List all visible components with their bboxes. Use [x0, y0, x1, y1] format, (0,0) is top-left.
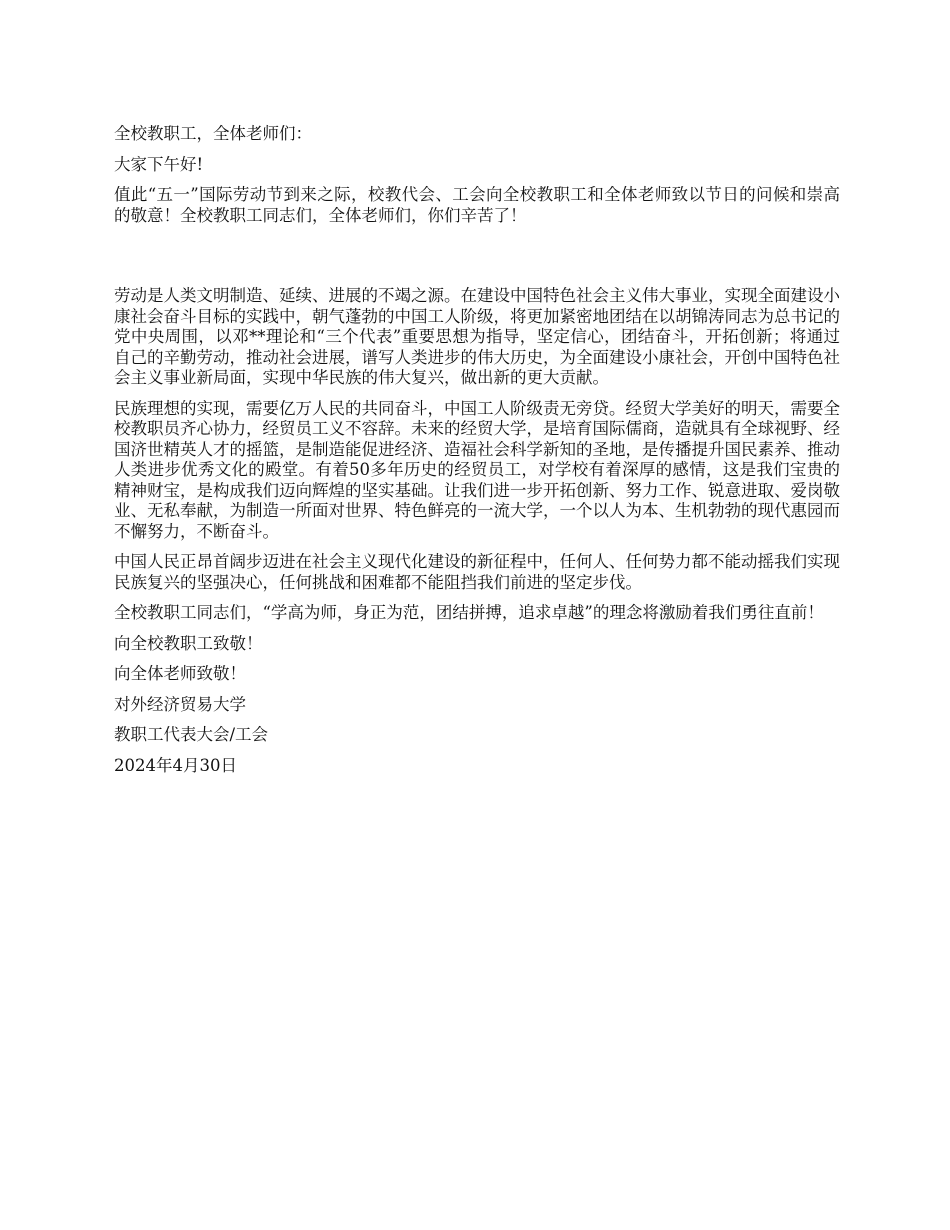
paragraph-gap: [114, 236, 840, 286]
body-paragraph: 民族理想的实现，需要亿万人民的共同奋斗，中国工人阶级责无旁贷。经贸大学美好的明天，需要全校教职员齐心协力，经贸员工义不容辞。未来的经贸大学，是培育国际儒商，造就具有全球视野、经国济世精英人才的摇篮，是制造能促进经济、造福社会科学新知的圣地，是传播提升国民素养、推动人类进步优秀文化的殿堂。有着50多年历史的经贸员工，对学校有着深厚的感情，这是我们宝贵的精神财宝，是构成我们迈向辉煌的坚实基础。让我们进一步开拓创新、努力工作、锐意进取、爱岗敬业、无私奉献，为制造一所面对世界、特色鲜亮的一流大学，一个以人为本、生机勃勃的现代惠园而不懈努力，不断奋斗。: [114, 398, 840, 541]
closing-line: 向全体老师致敬！: [114, 664, 246, 683]
salutation: 全校教职工，全体老师们：: [114, 124, 312, 143]
signature-department: 教职工代表大会/工会: [114, 725, 269, 744]
closing-line: 向全校教职工致敬！: [114, 633, 263, 653]
letter-date: 2024年4月30日: [114, 755, 237, 775]
signature-organization: 对外经济贸易大学: [114, 694, 246, 714]
greeting: 大家下午好!: [114, 154, 204, 174]
letter-body: [114, 124, 840, 786]
body-paragraph: 中国人民正昂首阔步迈进在社会主义现代化建设的新征程中，任何人、任何势力都不能动摇我们实现民族复兴的坚强决心，任何挑战和困难都不能阻挡我们前进的坚定步伐。: [114, 552, 840, 592]
body-paragraph: 全校教职工同志们，“学高为师，身正为范，团结拼搏，追求卓越”的理念将激励着我们勇往直前！: [114, 603, 824, 622]
intro-paragraph: 值此“五一”国际劳动节到来之际，校教代会、工会向全校教职工和全体老师致以节日的问候和崇高的敬意！全校教职工同志们，全体老师们，你们辛苦了！: [114, 185, 840, 225]
body-paragraph: 劳动是人类文明制造、延续、进展的不竭之源。在建设中国特色社会主义伟大事业，实现全面建设小康社会奋斗目标的实践中，朝气蓬勃的中国工人阶级，将更加紧密地团结在以胡锦涛同志为总书记的党中央周围，以邓**理论和“三个代表”重要思想为指导，坚定信心，团结奋斗，开拓创新；将通过自己的辛勤劳动，推动社会进展，谱写人类进步的伟大历史，为全面建设小康社会，开创中国特色社会主义事业新局面，实现中华民族的伟大复兴，做出新的更大贡献。: [114, 286, 840, 387]
